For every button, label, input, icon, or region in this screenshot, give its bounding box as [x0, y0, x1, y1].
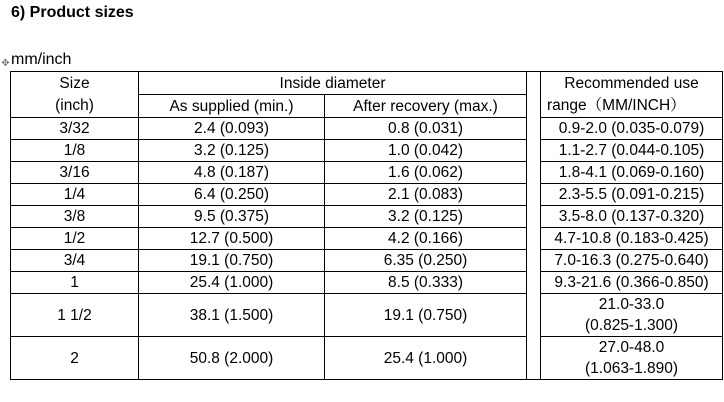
cell-as-supplied: 9.5 (0.375) — [139, 206, 325, 228]
cell-after-recovery: 2.1 (0.083) — [325, 184, 527, 206]
column-gap — [527, 294, 541, 337]
table-row — [11, 272, 723, 294]
column-gap — [527, 72, 541, 95]
header-recommended-unit: range（MM/INCH） — [541, 95, 723, 118]
table-row — [11, 140, 723, 162]
cell-size: 1/8 — [11, 140, 139, 162]
table-subheader-row — [11, 95, 723, 118]
cell-after-recovery: 19.1 (0.750) — [325, 294, 527, 337]
cell-size: 1/2 — [11, 228, 139, 250]
cell-after-recovery: 25.4 (1.000) — [325, 337, 527, 380]
cell-recommended-range: 7.0-16.3 (0.275-0.640) — [541, 250, 723, 272]
column-gap — [527, 337, 541, 380]
header-size-unit: (inch) — [11, 95, 139, 118]
cell-as-supplied: 12.7 (0.500) — [139, 228, 325, 250]
cell-recommended-range: 3.5-8.0 (0.137-0.320) — [541, 206, 723, 228]
range-line-2: (0.825-1.300) — [584, 317, 679, 334]
cell-size: 3/4 — [11, 250, 139, 272]
cell-size: 3/16 — [11, 162, 139, 184]
cell-after-recovery: 0.8 (0.031) — [325, 118, 527, 140]
cell-recommended-range — [541, 294, 723, 337]
cell-as-supplied: 6.4 (0.250) — [139, 184, 325, 206]
table-row — [11, 337, 723, 380]
header-after-recovery: After recovery (max.) — [325, 95, 527, 118]
table-row — [11, 118, 723, 140]
column-gap — [527, 95, 541, 118]
cell-size: 1 1/2 — [11, 294, 139, 337]
cell-as-supplied: 19.1 (0.750) — [139, 250, 325, 272]
cell-size: 3/32 — [11, 118, 139, 140]
cell-as-supplied: 38.1 (1.500) — [139, 294, 325, 337]
column-gap — [527, 140, 541, 162]
table-row — [11, 162, 723, 184]
cell-after-recovery: 3.2 (0.125) — [325, 206, 527, 228]
table-row — [11, 184, 723, 206]
section-title: 6) Product sizes — [11, 4, 134, 21]
cell-after-recovery: 4.2 (0.166) — [325, 228, 527, 250]
column-gap — [527, 228, 541, 250]
table-move-handle-icon[interactable]: ✥ — [1, 58, 10, 69]
header-inside-diameter: Inside diameter — [139, 72, 527, 95]
column-gap — [527, 184, 541, 206]
cell-as-supplied: 25.4 (1.000) — [139, 272, 325, 294]
cell-recommended-range — [541, 337, 723, 380]
cell-recommended-range: 9.3-21.6 (0.366-0.850) — [541, 272, 723, 294]
cell-as-supplied: 2.4 (0.093) — [139, 118, 325, 140]
column-gap — [527, 272, 541, 294]
cell-after-recovery: 1.6 (0.062) — [325, 162, 527, 184]
range-line-2: (1.063-1.890) — [584, 360, 679, 377]
cell-after-recovery: 6.35 (0.250) — [325, 250, 527, 272]
table-row — [11, 294, 723, 337]
product-sizes-table — [10, 71, 723, 380]
range-line-1: 21.0-33.0 — [598, 296, 665, 313]
table-row — [11, 206, 723, 228]
cell-recommended-range: 4.7-10.8 (0.183-0.425) — [541, 228, 723, 250]
cell-size: 3/8 — [11, 206, 139, 228]
cell-as-supplied: 3.2 (0.125) — [139, 140, 325, 162]
cell-after-recovery: 1.0 (0.042) — [325, 140, 527, 162]
header-size: Size — [11, 72, 139, 95]
cell-as-supplied: 50.8 (2.000) — [139, 337, 325, 380]
column-gap — [527, 250, 541, 272]
table-header-row — [11, 72, 723, 95]
cell-recommended-range: 1.8-4.1 (0.069-0.160) — [541, 162, 723, 184]
cell-after-recovery: 8.5 (0.333) — [325, 272, 527, 294]
header-recommended: Recommended use — [541, 72, 723, 95]
range-line-1: 27.0-48.0 — [598, 339, 665, 356]
cell-size: 1/4 — [11, 184, 139, 206]
column-gap — [527, 162, 541, 184]
cell-recommended-range: 2.3-5.5 (0.091-0.215) — [541, 184, 723, 206]
column-gap — [527, 118, 541, 140]
cell-as-supplied: 4.8 (0.187) — [139, 162, 325, 184]
cell-size: 2 — [11, 337, 139, 380]
cell-recommended-range: 1.1-2.7 (0.044-0.105) — [541, 140, 723, 162]
header-as-supplied: As supplied (min.) — [139, 95, 325, 118]
column-gap — [527, 206, 541, 228]
unit-label: mm/inch — [11, 51, 72, 68]
cell-size: 1 — [11, 272, 139, 294]
table-row — [11, 250, 723, 272]
cell-recommended-range: 0.9-2.0 (0.035-0.079) — [541, 118, 723, 140]
table-row — [11, 228, 723, 250]
